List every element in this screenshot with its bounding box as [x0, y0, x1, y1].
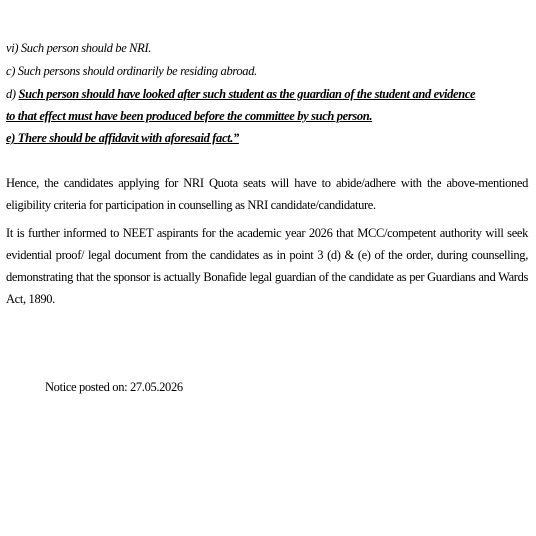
criterion-c	[6, 64, 257, 79]
criterion-vi-text: vi) Such person should be NRI.	[6, 41, 152, 55]
criterion-d-line2: to that effect must have been produced before the committee by such person.	[6, 109, 373, 123]
criterion-c-text: c) Such persons should ordinarily be residing abroad.	[6, 64, 257, 78]
paragraph-further-informed: It is further informed to NEET aspirants for the academic year 2026 that MCC/competent authority will seek evidential proof/ legal document from the candidates as in point 3 (d) & (e) of the order, during counselling, demonstrating that the sponsor is actually Bonafide legal guardian of the candidate as per Guardians and Wards Act, 1890.	[6, 226, 528, 306]
paragraph-hence: Hence, the candidates applying for NRI Quota seats will have to abide/adhere with the above-mentioned eligibility criteria for participation in counselling as NRI candidate/candidature.	[6, 176, 528, 212]
notice-posted-date: Notice posted on: 27.05.2026	[45, 380, 183, 394]
criterion-e-prefix: e)	[6, 131, 18, 145]
criterion-vi	[6, 41, 151, 56]
criterion-d-prefix: d)	[6, 87, 19, 101]
criterion-d-continued	[6, 109, 372, 124]
criterion-e-text: There should be affidavit with aforesaid fact.”	[17, 131, 239, 145]
criterion-d-line1: Such person should have looked after such student as the guardian of the student and evidence	[18, 87, 476, 101]
criterion-e	[6, 131, 239, 146]
criterion-d	[6, 87, 475, 102]
